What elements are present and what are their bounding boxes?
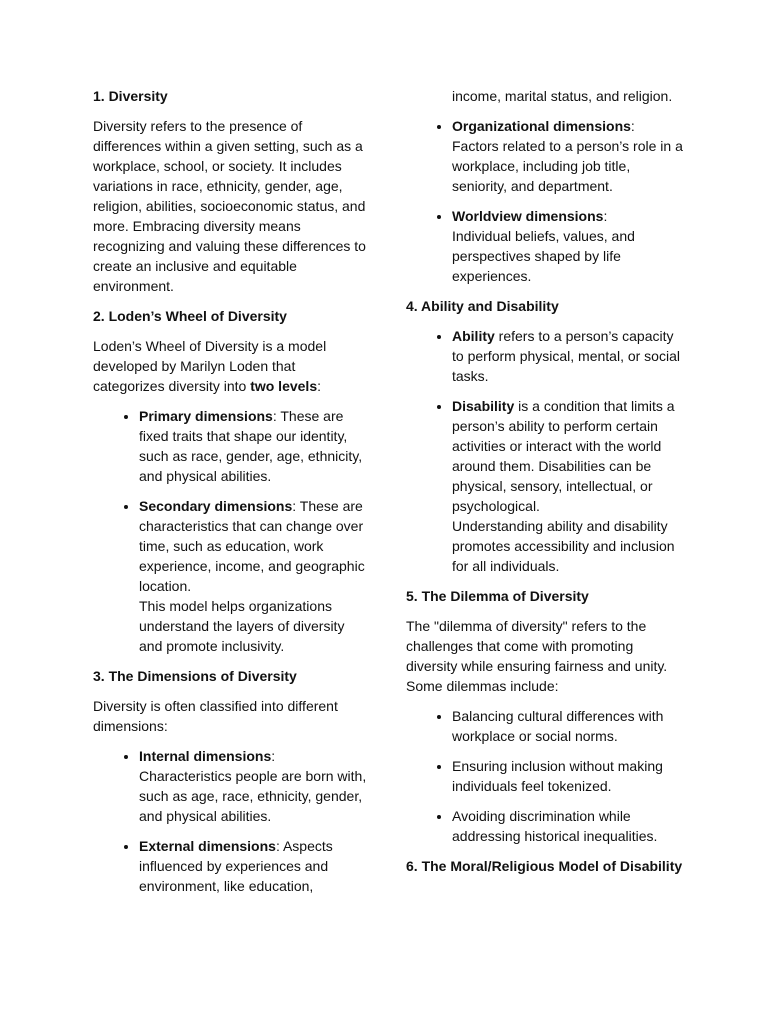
section-heading-lodens-wheel: 2. Loden’s Wheel of Diversity [93, 308, 287, 324]
bold-term: two levels [250, 378, 318, 394]
list-text: : These are fixed traits that shape our identity, such as race, gender, age, ethnicity, and physical abilities. [139, 408, 363, 484]
list-item [139, 406, 368, 486]
dimensions-paragraph: Diversity is often classified into different dimensions: [93, 698, 338, 734]
paragraph-text: : [317, 378, 321, 394]
right-column [406, 86, 686, 886]
list-item [139, 496, 368, 656]
list-term: Ability [452, 328, 495, 344]
section-heading-ability-disability: 4. Ability and Disability [406, 298, 559, 314]
list-term: External dimensions [139, 838, 276, 854]
list-text: : These are characteristics that can change over time, such as education, work experience, income, and geographic location. [139, 498, 365, 594]
list-extra-text: Factors related to a person’s role in a workplace, including job title, seniority, and department. [452, 138, 683, 194]
list-term: Secondary dimensions [139, 498, 293, 514]
section-heading-dimensions: 3. The Dimensions of Diversity [93, 668, 297, 684]
section-heading-moral-religious-model: 6. The Moral/Religious Model of Disability [406, 858, 683, 874]
list-term: Disability [452, 398, 515, 414]
list-text: is a condition that limits a person’s ability to perform certain activities or interact with the world around them. Disabilities can be physical, sensory, intellectual, or psychological. [452, 398, 675, 514]
list-item [139, 746, 368, 826]
list-extra-text: Characteristics people are born with, such as age, race, ethnicity, gender, and physical abilities. [139, 768, 367, 824]
list-text: : [603, 208, 608, 224]
list-item [139, 836, 368, 896]
list-term: Primary dimensions [139, 408, 273, 424]
list-term: Organizational dimensions [452, 118, 631, 134]
lodens-dimensions-list [93, 406, 368, 656]
dilemma-list [406, 706, 686, 846]
list-term: Worldview dimensions [452, 208, 604, 224]
left-column [93, 86, 368, 906]
list-text: : [630, 118, 635, 134]
diversity-paragraph: Diversity refers to the presence of differences within a given setting, such as a workplace, school, or society. It includes variations in race, ethnicity, gender, age, religion, abilities, socioeconomic status, and more. Embracing diversity means recognizing and valuing these differences to create an inclusive and equitable environment. [93, 118, 366, 294]
dimensions-list-continued [406, 86, 686, 106]
list-text: : [271, 748, 276, 764]
dimensions-list-more [406, 116, 686, 286]
list-item [452, 396, 686, 576]
paragraph-text: Loden’s Wheel of Diversity is a model developed by Marilyn Loden that categorizes diversity into [93, 338, 327, 394]
lodens-wheel-paragraph [93, 336, 368, 396]
list-item [452, 116, 686, 196]
list-item: • Avoiding discrimination while addressing historical inequalities. [452, 806, 686, 846]
dimensions-list [93, 746, 368, 896]
list-extra-text: Understanding ability and disability promotes accessibility and inclusion for all individuals. [452, 518, 675, 574]
ability-list [406, 326, 686, 576]
list-term: Internal dimensions [139, 748, 272, 764]
list-item: • Balancing cultural differences with workplace or social norms. [452, 706, 686, 746]
section-heading-diversity: 1. Diversity [93, 88, 168, 104]
section-heading-dilemma: 5. The Dilemma of Diversity [406, 588, 589, 604]
list-extra-text: Individual beliefs, values, and perspectives shaped by life experiences. [452, 228, 635, 284]
dilemma-paragraph: The "dilemma of diversity" refers to the challenges that come with promoting diversity while ensuring fairness and unity. Some dilemmas include: [406, 618, 668, 694]
list-item [452, 326, 686, 386]
list-extra-text: This model helps organizations understand the layers of diversity and promote inclusivity. [139, 598, 345, 654]
list-text: : Aspects influenced by experiences and environment, like education, [139, 838, 333, 894]
list-item: • Ensuring inclusion without making individuals feel tokenized. [452, 756, 686, 796]
list-item [452, 206, 686, 286]
list-text: refers to a person’s capacity to perform physical, mental, or social tasks. [452, 328, 680, 384]
list-item-continued: income, marital status, and religion. [452, 88, 673, 104]
